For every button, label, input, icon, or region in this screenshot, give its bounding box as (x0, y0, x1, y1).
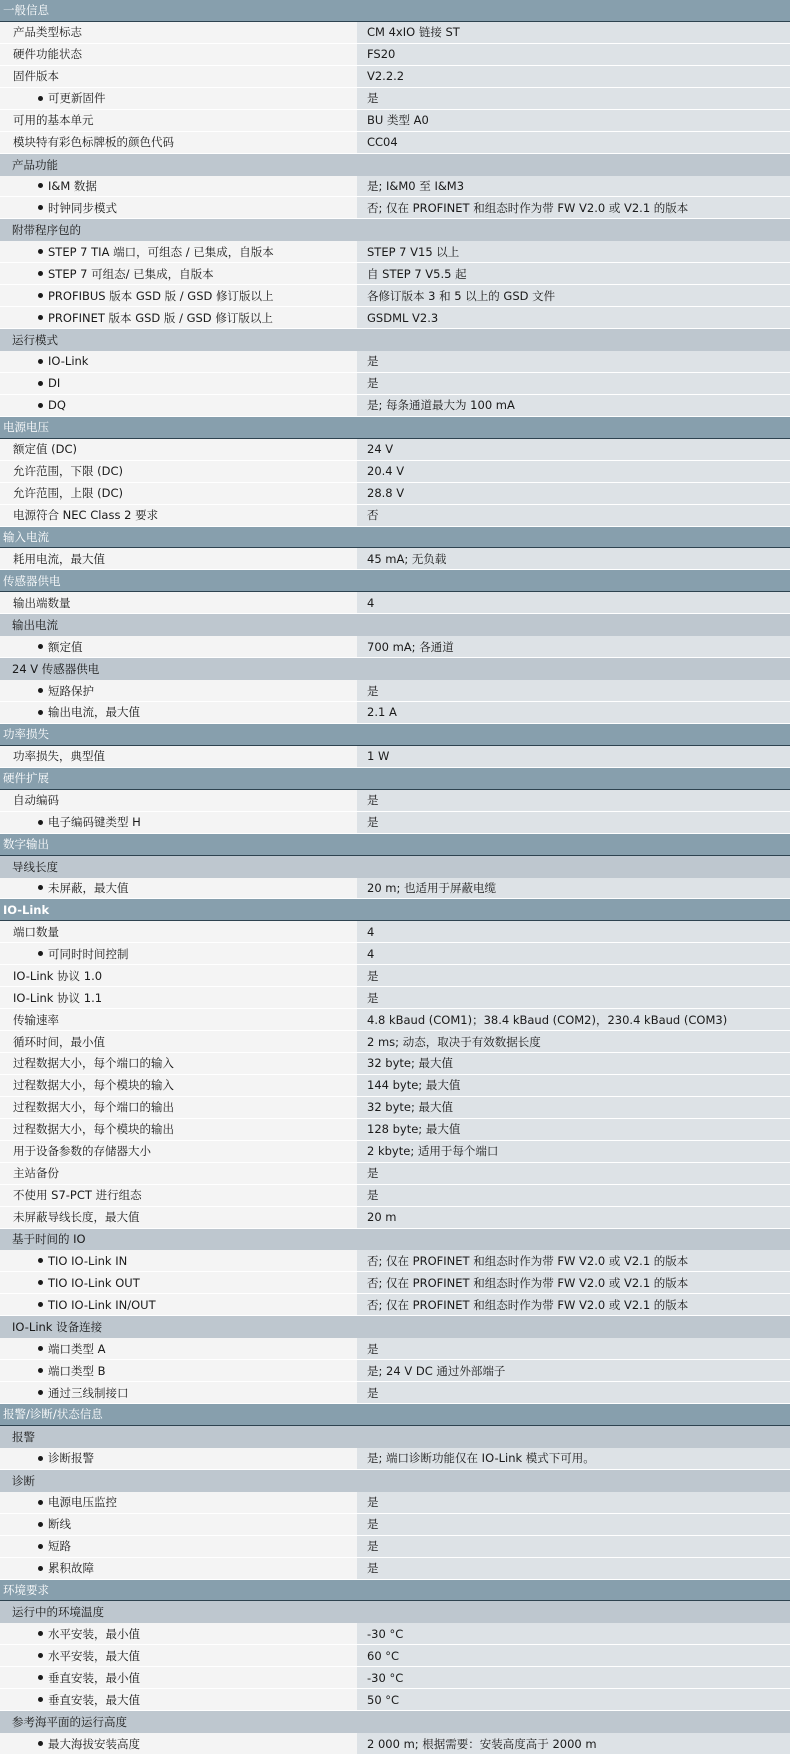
spec-key-label: 输出电流，最大值 (48, 705, 140, 720)
spec-key-label: 水平安装，最小值 (48, 1626, 140, 1641)
spec-value: CC04 (357, 132, 790, 153)
bullet-icon (38, 1631, 43, 1636)
spec-value: 32 byte; 最大值 (357, 1097, 790, 1118)
spec-key (0, 1689, 357, 1710)
subsection-header: 运行中的环境温度 (0, 1601, 790, 1623)
spec-value: V2.2.2 (357, 66, 790, 87)
spec-row (0, 1536, 790, 1558)
spec-row (0, 1645, 790, 1667)
subsection-header: 输出电流 (0, 614, 790, 636)
spec-key-label: DQ (48, 398, 66, 413)
spec-key (0, 1163, 357, 1184)
spec-key-label: 过程数据大小，每个端口的输出 (13, 1100, 174, 1115)
spec-value: 是 (357, 1492, 790, 1513)
spec-value: 否 (357, 505, 790, 526)
spec-key-label: 过程数据大小，每个模块的输出 (13, 1122, 174, 1137)
spec-key-label: 诊断报警 (48, 1451, 94, 1466)
spec-value: 4 (357, 921, 790, 942)
spec-value: 20.4 V (357, 461, 790, 482)
spec-row (0, 44, 790, 66)
spec-key (0, 921, 357, 942)
spec-row (0, 1623, 790, 1645)
spec-value: 是 (357, 373, 790, 394)
spec-key (0, 702, 357, 723)
spec-key (0, 1097, 357, 1118)
spec-row (0, 1272, 790, 1294)
spec-key (0, 1382, 357, 1403)
spec-key-label: 不使用 S7-PCT 进行组态 (13, 1188, 142, 1203)
spec-key (0, 88, 357, 109)
spec-row (0, 1075, 790, 1097)
spec-row (0, 88, 790, 110)
spec-key-label: 端口类型 A (48, 1341, 106, 1356)
spec-key (0, 1448, 357, 1469)
spec-value: 否; 仅在 PROFINET 和组态时作为带 FW V2.0 或 V2.1 的版本 (357, 1272, 790, 1293)
spec-row (0, 1360, 790, 1382)
spec-key-label: 可用的基本单元 (13, 113, 94, 128)
spec-key-label: 端口数量 (13, 924, 59, 939)
section-header: IO-Link (0, 899, 790, 921)
spec-key (0, 307, 357, 328)
spec-row (0, 1163, 790, 1185)
spec-row (0, 878, 790, 900)
spec-row (0, 22, 790, 44)
spec-value: -30 °C (357, 1623, 790, 1644)
section-header: 一般信息 (0, 0, 790, 22)
spec-value: 是 (357, 680, 790, 701)
bullet-icon (38, 885, 43, 890)
subsection-header: IO-Link 设备连接 (0, 1316, 790, 1338)
spec-key-label: TIO IO-Link OUT (48, 1275, 140, 1290)
spec-key (0, 461, 357, 482)
spec-key-label: 垂直安装，最小值 (48, 1670, 140, 1685)
spec-key (0, 66, 357, 87)
spec-key-label: DI (48, 376, 61, 391)
spec-value: 否; 仅在 PROFINET 和组态时作为带 FW V2.0 或 V2.1 的版本 (357, 197, 790, 218)
spec-key (0, 548, 357, 569)
spec-key-label: 过程数据大小，每个模块的输入 (13, 1078, 174, 1093)
spec-key-label: 自动编码 (13, 793, 59, 808)
bullet-icon (38, 315, 43, 320)
spec-key-label: TIO IO-Link IN (48, 1253, 128, 1268)
bullet-icon (38, 1544, 43, 1549)
spec-key (0, 285, 357, 306)
spec-row (0, 746, 790, 768)
spec-value: 是 (357, 1163, 790, 1184)
spec-row (0, 1558, 790, 1580)
spec-row (0, 1667, 790, 1689)
spec-key (0, 1514, 357, 1535)
subsection-header: 参考海平面的运行高度 (0, 1711, 790, 1733)
spec-row (0, 132, 790, 154)
spec-key (0, 1492, 357, 1513)
spec-key-label: 传输速率 (13, 1012, 59, 1027)
spec-value: 4 (357, 592, 790, 613)
spec-key (0, 1733, 357, 1754)
spec-row (0, 790, 790, 812)
spec-key-label: 允许范围，上限 (DC) (13, 486, 124, 501)
section-header: 数字输出 (0, 834, 790, 856)
spec-key (0, 943, 357, 964)
bullet-icon (38, 644, 43, 649)
spec-value: 是; 24 V DC 通过外部端子 (357, 1360, 790, 1381)
spec-row (0, 176, 790, 198)
spec-key-label: PROFINET 版本 GSD 版 / GSD 修订版以上 (48, 310, 273, 325)
spec-row (0, 1514, 790, 1536)
spec-key (0, 1623, 357, 1644)
section-header: 传感器供电 (0, 570, 790, 592)
spec-key-label: 短路 (48, 1539, 71, 1554)
spec-value: 是 (357, 1558, 790, 1579)
spec-key (0, 1536, 357, 1557)
spec-row (0, 263, 790, 285)
spec-row (0, 1294, 790, 1316)
spec-value: 50 °C (357, 1689, 790, 1710)
spec-value: FS20 (357, 44, 790, 65)
bullet-icon (38, 205, 43, 210)
spec-value: 28.8 V (357, 483, 790, 504)
spec-value: 4 (357, 943, 790, 964)
spec-row (0, 548, 790, 570)
spec-value: 自 STEP 7 V5.5 起 (357, 263, 790, 284)
spec-value: 20 m; 也适用于屏蔽电缆 (357, 878, 790, 899)
bullet-icon (38, 1522, 43, 1527)
spec-key-label: 额定值 (48, 639, 83, 654)
spec-key (0, 1250, 357, 1271)
spec-row (0, 505, 790, 527)
spec-key (0, 395, 357, 416)
spec-key-label: IO-Link (48, 354, 89, 369)
spec-row (0, 483, 790, 505)
bullet-icon (38, 1258, 43, 1263)
spec-key (0, 132, 357, 153)
spec-key (0, 483, 357, 504)
spec-key (0, 44, 357, 65)
spec-key-label: STEP 7 可组态/ 已集成，自版本 (48, 266, 214, 281)
spec-value: 是 (357, 1514, 790, 1535)
spec-key (0, 878, 357, 899)
spec-row (0, 1119, 790, 1141)
spec-value: 24 V (357, 439, 790, 460)
bullet-icon (38, 249, 43, 254)
spec-row (0, 66, 790, 88)
spec-key (0, 1558, 357, 1579)
spec-key-label: TIO IO-Link IN/OUT (48, 1297, 156, 1312)
bullet-icon (38, 1500, 43, 1505)
spec-row (0, 351, 790, 373)
spec-row (0, 1338, 790, 1360)
spec-row (0, 943, 790, 965)
bullet-icon (38, 1653, 43, 1658)
spec-row (0, 285, 790, 307)
spec-row (0, 1689, 790, 1711)
bullet-icon (38, 951, 43, 956)
spec-value: 是 (357, 1185, 790, 1206)
spec-key (0, 1031, 357, 1052)
spec-row (0, 1185, 790, 1207)
spec-value: STEP 7 V15 以上 (357, 241, 790, 262)
spec-key (0, 790, 357, 811)
spec-key-label: 短路保护 (48, 683, 94, 698)
spec-key-label: 最大海拔安装高度 (48, 1736, 140, 1751)
spec-row (0, 307, 790, 329)
spec-value: 32 byte; 最大值 (357, 1053, 790, 1074)
spec-key (0, 812, 357, 833)
bullet-icon (38, 1368, 43, 1373)
spec-row (0, 1031, 790, 1053)
spec-key-label: 循环时间，最小值 (13, 1034, 105, 1049)
spec-key-label: 时钟同步模式 (48, 200, 117, 215)
spec-row (0, 680, 790, 702)
spec-key-label: IO-Link 协议 1.1 (13, 990, 103, 1005)
spec-row (0, 812, 790, 834)
spec-key-label: 耗用电流，最大值 (13, 551, 105, 566)
spec-row (0, 1207, 790, 1229)
subsection-header: 附带程序包的 (0, 219, 790, 241)
spec-key (0, 439, 357, 460)
spec-key (0, 1338, 357, 1359)
spec-key-label: 可同时时间控制 (48, 946, 129, 961)
spec-value: 是; 端口诊断功能仅在 IO-Link 模式下可用。 (357, 1448, 790, 1469)
spec-row (0, 395, 790, 417)
spec-value: 700 mA; 各通道 (357, 636, 790, 657)
spec-key (0, 1075, 357, 1096)
spec-key-label: STEP 7 TIA 端口，可组态 / 已集成，自版本 (48, 244, 274, 259)
spec-row (0, 1733, 790, 1755)
spec-key (0, 987, 357, 1008)
bullet-icon (38, 1302, 43, 1307)
spec-key-label: 电子编码键类型 H (48, 815, 141, 830)
spec-key-label: 未屏蔽，最大值 (48, 880, 129, 895)
spec-key (0, 176, 357, 197)
subsection-header: 24 V 传感器供电 (0, 658, 790, 680)
spec-value: 是; I&M0 至 I&M3 (357, 176, 790, 197)
bullet-icon (38, 1390, 43, 1395)
bullet-icon (38, 403, 43, 408)
spec-row (0, 987, 790, 1009)
spec-key (0, 373, 357, 394)
spec-value: 2 ms; 动态，取决于有效数据长度 (357, 1031, 790, 1052)
spec-value: 144 byte; 最大值 (357, 1075, 790, 1096)
spec-value: 2 000 m; 根据需要：安装高度高于 2000 m (357, 1733, 790, 1754)
spec-row (0, 241, 790, 263)
spec-key-label: IO-Link 协议 1.0 (13, 968, 103, 983)
spec-key (0, 965, 357, 986)
bullet-icon (38, 293, 43, 298)
spec-row (0, 373, 790, 395)
spec-key (0, 1185, 357, 1206)
spec-key (0, 505, 357, 526)
spec-value: 是; 每条通道最大为 100 mA (357, 395, 790, 416)
spec-key-label: 通过三线制接口 (48, 1385, 129, 1400)
spec-key-label: 端口类型 B (48, 1363, 106, 1378)
spec-value: 是 (357, 88, 790, 109)
spec-value: 是 (357, 1536, 790, 1557)
spec-key (0, 1009, 357, 1030)
bullet-icon (38, 1566, 43, 1571)
spec-key (0, 22, 357, 43)
spec-key (0, 1207, 357, 1228)
spec-row (0, 1097, 790, 1119)
spec-key-label: 过程数据大小，每个端口的输入 (13, 1056, 174, 1071)
spec-key-label: 硬件功能状态 (13, 47, 82, 62)
spec-key (0, 1053, 357, 1074)
spec-row (0, 439, 790, 461)
spec-key-label: 水平安装，最大值 (48, 1648, 140, 1663)
spec-value: -30 °C (357, 1667, 790, 1688)
subsection-header: 诊断 (0, 1470, 790, 1492)
spec-value: 45 mA; 无负载 (357, 548, 790, 569)
spec-key-label: 允许范围，下限 (DC) (13, 464, 124, 479)
spec-key (0, 1667, 357, 1688)
subsection-header: 报警 (0, 1426, 790, 1448)
section-header: 功率损失 (0, 724, 790, 746)
spec-value: CM 4xIO 链接 ST (357, 22, 790, 43)
bullet-icon (38, 1456, 43, 1461)
spec-key-label: 电源电压监控 (48, 1495, 117, 1510)
spec-key-label: 产品类型标志 (13, 25, 82, 40)
section-header: 硬件扩展 (0, 768, 790, 790)
spec-value: 是 (357, 812, 790, 833)
spec-value: 128 byte; 最大值 (357, 1119, 790, 1140)
bullet-icon (38, 710, 43, 715)
bullet-icon (38, 271, 43, 276)
subsection-header: 运行模式 (0, 329, 790, 351)
section-header: 输入电流 (0, 527, 790, 549)
spec-key (0, 241, 357, 262)
spec-key-label: 用于设备参数的存储器大小 (13, 1144, 151, 1159)
spec-key (0, 680, 357, 701)
spec-row (0, 1009, 790, 1031)
subsection-header: 导线长度 (0, 856, 790, 878)
spec-key-label: 固件版本 (13, 69, 59, 84)
spec-row (0, 110, 790, 132)
bullet-icon (38, 688, 43, 693)
spec-key-label: 电源符合 NEC Class 2 要求 (13, 508, 159, 523)
spec-value: 是 (357, 1338, 790, 1359)
spec-key-label: I&M 数据 (48, 178, 97, 193)
bullet-icon (38, 1346, 43, 1351)
spec-key-label: 累积故障 (48, 1561, 94, 1576)
bullet-icon (38, 1697, 43, 1702)
spec-key-label: 未屏蔽导线长度，最大值 (13, 1210, 140, 1225)
spec-value: 是 (357, 965, 790, 986)
spec-value: 2.1 A (357, 702, 790, 723)
bullet-icon (38, 96, 43, 101)
spec-key (0, 592, 357, 613)
spec-value: 2 kbyte; 适用于每个端口 (357, 1141, 790, 1162)
spec-row (0, 592, 790, 614)
spec-key (0, 263, 357, 284)
spec-value: 是 (357, 351, 790, 372)
spec-row (0, 1250, 790, 1272)
spec-key (0, 1272, 357, 1293)
spec-key (0, 1360, 357, 1381)
spec-value: 是 (357, 1382, 790, 1403)
spec-row (0, 636, 790, 658)
spec-key-label: 功率损失，典型值 (13, 749, 105, 764)
spec-value: 60 °C (357, 1645, 790, 1666)
spec-value: GSDML V2.3 (357, 307, 790, 328)
section-header: 报警/诊断/状态信息 (0, 1404, 790, 1426)
spec-value: 1 W (357, 746, 790, 767)
section-header: 环境要求 (0, 1580, 790, 1602)
spec-value: BU 类型 A0 (357, 110, 790, 131)
section-header: 电源电压 (0, 417, 790, 439)
spec-key-label: 输出端数量 (13, 595, 71, 610)
spec-row (0, 1382, 790, 1404)
spec-row (0, 1492, 790, 1514)
spec-row (0, 702, 790, 724)
spec-row (0, 1053, 790, 1075)
bullet-icon (38, 1741, 43, 1746)
spec-key-label: 额定值 (DC) (13, 442, 78, 457)
spec-key (0, 110, 357, 131)
spec-value: 各修订版本 3 和 5 以上的 GSD 文件 (357, 285, 790, 306)
subsection-header: 产品功能 (0, 154, 790, 176)
bullet-icon (38, 381, 43, 386)
bullet-icon (38, 1675, 43, 1680)
spec-key (0, 197, 357, 218)
spec-key (0, 1645, 357, 1666)
spec-value: 是 (357, 987, 790, 1008)
spec-key-label: 可更新固件 (48, 91, 106, 106)
bullet-icon (38, 359, 43, 364)
spec-value: 否; 仅在 PROFINET 和组态时作为带 FW V2.0 或 V2.1 的版本 (357, 1250, 790, 1271)
spec-key-label: 主站备份 (13, 1166, 59, 1181)
spec-row (0, 1448, 790, 1470)
spec-key (0, 636, 357, 657)
subsection-header: 基于时间的 IO (0, 1229, 790, 1251)
spec-key-label: PROFIBUS 版本 GSD 版 / GSD 修订版以上 (48, 288, 274, 303)
spec-key-label: 垂直安装，最大值 (48, 1692, 140, 1707)
spec-key (0, 1119, 357, 1140)
spec-key (0, 1141, 357, 1162)
spec-row (0, 1141, 790, 1163)
spec-value: 是 (357, 790, 790, 811)
spec-key (0, 746, 357, 767)
spec-value: 20 m (357, 1207, 790, 1228)
spec-key-label: 断线 (48, 1517, 71, 1532)
spec-value: 否; 仅在 PROFINET 和组态时作为带 FW V2.0 或 V2.1 的版本 (357, 1294, 790, 1315)
spec-key-label: 模块特有彩色标牌板的颜色代码 (13, 135, 174, 150)
bullet-icon (38, 183, 43, 188)
spec-key (0, 351, 357, 372)
spec-row (0, 965, 790, 987)
spec-row (0, 461, 790, 483)
spec-key (0, 1294, 357, 1315)
bullet-icon (38, 820, 43, 825)
spec-row (0, 197, 790, 219)
spec-value: 4.8 kBaud (COM1)；38.4 kBaud (COM2)，230.4 kBaud (COM3) (357, 1009, 790, 1030)
bullet-icon (38, 1280, 43, 1285)
spec-row (0, 921, 790, 943)
